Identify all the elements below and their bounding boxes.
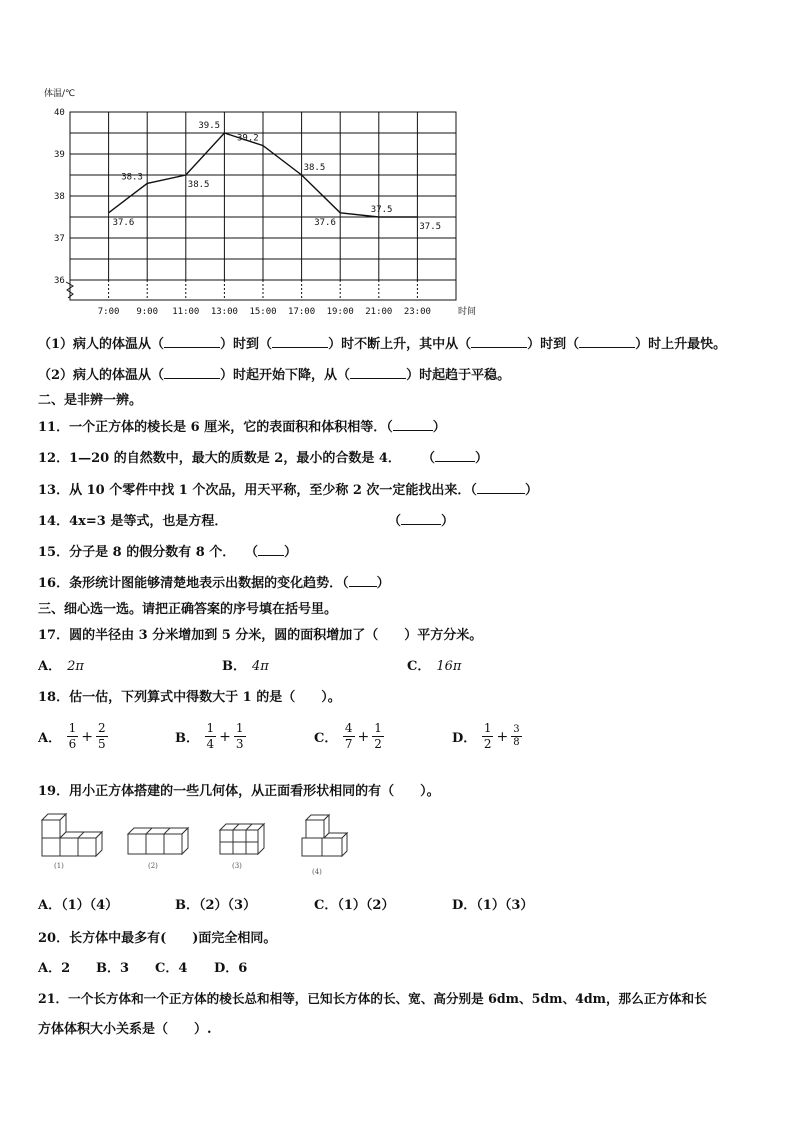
denominator: 3 xyxy=(235,737,244,751)
q18-d-label: D． xyxy=(452,731,477,746)
plus-sign: + xyxy=(219,728,231,745)
denominator: 6 xyxy=(68,737,77,751)
fig-label-3: (3) xyxy=(232,862,242,870)
q18-b-label: B． xyxy=(175,731,199,746)
q19-option-a[interactable]: A．（1）（4） xyxy=(38,898,119,913)
answer-blank[interactable] xyxy=(349,574,377,587)
fraction xyxy=(511,724,521,749)
cube-figure-3 xyxy=(218,822,268,870)
q15-text: 15．分子是 8 的假分数有 8 个． xyxy=(38,545,236,560)
data-label: 37.5 xyxy=(419,222,442,232)
q20-option-a[interactable]: A．2 xyxy=(38,961,71,976)
q17-option-c[interactable] xyxy=(407,655,461,674)
y-tick-label: 38 xyxy=(54,192,65,202)
numerator: 1 xyxy=(235,721,244,735)
answer-blank[interactable] xyxy=(579,335,635,348)
question-17: 17．圆的半径由 3 分米增加到 5 分米，圆的面积增加了（ ）平方分米。 xyxy=(38,628,483,643)
q12-text: 12．1—20 的自然数中，最大的质数是 2，最小的合数是 4． xyxy=(38,451,401,466)
x-tick-label: 15:00 xyxy=(249,307,277,317)
denominator: 2 xyxy=(483,737,492,751)
data-label: 37.5 xyxy=(370,205,393,215)
q10-part2 xyxy=(38,364,510,383)
fraction xyxy=(482,721,494,752)
q13-end: ） xyxy=(524,483,538,498)
numerator: 3 xyxy=(513,724,520,735)
data-label: 38.5 xyxy=(187,180,210,190)
x-tick-label: 23:00 xyxy=(403,307,431,317)
q18-option-b[interactable] xyxy=(175,721,247,752)
denominator: 4 xyxy=(206,737,215,751)
fraction xyxy=(67,721,79,752)
y-tick-label: 39 xyxy=(54,150,65,160)
numerator: 4 xyxy=(344,721,353,735)
question-21-line1: 21．一个长方体和一个正方体的棱长总和相等，已知长方体的长、宽、高分别是 6dm、5dm、4dm，那么正方体和长 xyxy=(38,991,707,1006)
fig-label-1: (1) xyxy=(54,862,64,870)
question-15-bracket xyxy=(245,541,297,560)
fraction xyxy=(205,721,217,752)
q10-p1-text: （1）病人的体温从（ xyxy=(38,337,165,352)
q10-p2b-text: ）时起开始下降，从（ xyxy=(220,368,351,383)
q20-option-d[interactable]: D．6 xyxy=(214,961,248,976)
chart-svg xyxy=(30,84,480,324)
section-2-heading: 二、是非辨一辨。 xyxy=(38,393,143,408)
data-label: 37.6 xyxy=(314,217,336,228)
section-3-heading: 三、细心选一选。请把正确答案的序号填在括号里。 xyxy=(38,602,338,617)
cube-drawing xyxy=(126,826,192,860)
question-11 xyxy=(38,416,446,435)
temperature-chart xyxy=(30,84,480,324)
fig-label-4: (4) xyxy=(312,868,322,876)
q18-c-label: C． xyxy=(314,731,338,746)
q17-a-value: 2π xyxy=(67,659,84,674)
data-label: 38.3 xyxy=(121,172,143,183)
y-tick-label: 37 xyxy=(54,234,65,244)
q19-option-c[interactable]: C．（1）（2） xyxy=(314,898,395,913)
q10-p2-text: （2）病人的体温从（ xyxy=(38,368,165,383)
cube-drawing xyxy=(218,822,268,860)
fraction xyxy=(96,721,108,752)
answer-blank[interactable] xyxy=(350,366,406,379)
q13-text: 13．从 10 个零件中找 1 个次品，用天平称，至少称 2 次一定能找出来．（ xyxy=(38,483,477,498)
question-13 xyxy=(38,479,538,498)
denominator: 5 xyxy=(98,737,106,751)
denominator: 8 xyxy=(513,737,520,748)
x-tick-label: 17:00 xyxy=(288,307,316,317)
q17-b-label: B． xyxy=(222,659,246,674)
question-16 xyxy=(38,572,390,591)
x-tick-label: 19:00 xyxy=(326,307,354,317)
answer-blank[interactable] xyxy=(164,366,220,379)
answer-blank[interactable] xyxy=(401,512,441,525)
q14-open: （ xyxy=(388,514,402,529)
numerator: 1 xyxy=(206,721,215,735)
q20-option-c[interactable]: C．4 xyxy=(155,961,188,976)
x-tick-label: 7:00 xyxy=(97,307,120,317)
q16-text: 16．条形统计图能够清楚地表示出数据的变化趋势．（ xyxy=(38,576,349,591)
q14-end: ） xyxy=(441,514,455,529)
q10-part1 xyxy=(38,333,726,352)
data-label: 39.2 xyxy=(237,133,259,144)
q11-end: ） xyxy=(432,420,446,435)
q14-text: 14．4x=3 是等式，也是方程． xyxy=(38,514,228,529)
q18-option-d[interactable] xyxy=(452,721,523,752)
answer-blank[interactable] xyxy=(471,335,527,348)
question-21-line2: 方体体积大小关系是（ ）. xyxy=(38,1022,212,1037)
answer-blank[interactable] xyxy=(435,449,475,462)
q16-end: ） xyxy=(376,576,390,591)
q17-b-value: 4π xyxy=(252,659,269,674)
answer-blank[interactable] xyxy=(272,335,328,348)
x-tick-label: 9:00 xyxy=(136,307,159,317)
fraction xyxy=(343,721,355,752)
y-tick-label: 40 xyxy=(54,108,65,118)
answer-blank[interactable] xyxy=(477,481,525,494)
plus-sign: + xyxy=(357,728,370,745)
cube-figure-2 xyxy=(126,826,192,870)
question-14 xyxy=(38,510,227,529)
q18-option-c[interactable] xyxy=(314,721,385,752)
plus-sign: + xyxy=(81,728,93,745)
answer-blank[interactable] xyxy=(258,543,284,556)
q17-option-a[interactable] xyxy=(38,655,84,674)
q11-text: 11．一个正方体的棱长是 6 厘米，它的表面积和体积相等．（ xyxy=(38,420,393,435)
data-label: 38.5 xyxy=(303,163,326,173)
numerator: 1 xyxy=(68,721,77,735)
y-tick-label: 36 xyxy=(54,276,65,286)
numerator: 1 xyxy=(483,721,492,735)
fraction xyxy=(372,721,384,752)
q17-c-value: 16π xyxy=(436,659,462,674)
q18-a-label: A． xyxy=(38,731,62,746)
q17-option-b[interactable] xyxy=(222,655,269,674)
q20-option-b[interactable]: B．3 xyxy=(96,961,130,976)
q18-option-a[interactable] xyxy=(38,721,109,752)
cube-figure-1 xyxy=(40,812,110,872)
cube-drawing xyxy=(300,814,352,864)
question-12 xyxy=(38,447,401,466)
q10-p1e-text: ）时上升最快。 xyxy=(635,337,727,352)
q12-end: ） xyxy=(475,451,489,466)
q19-option-d[interactable]: D．（1）（3） xyxy=(452,898,534,913)
fig-label-2: (2) xyxy=(148,862,158,870)
denominator: 2 xyxy=(374,737,382,751)
question-14-bracket xyxy=(388,510,454,529)
x-tick-label: 13:00 xyxy=(210,307,238,317)
numerator: 1 xyxy=(374,721,382,735)
question-19: 19．用小正方体搭建的一些几何体，从正面看形状相同的有（ ）。 xyxy=(38,784,440,799)
answer-blank[interactable] xyxy=(164,335,220,348)
x-tick-label: 11:00 xyxy=(172,307,200,317)
q12-open: （ xyxy=(422,451,436,466)
question-15 xyxy=(38,541,235,560)
q10-p1d-text: ）时到（ xyxy=(527,337,580,352)
q10-p1b-text: ）时到（ xyxy=(220,337,273,352)
q17-c-label: C． xyxy=(407,659,431,674)
numerator: 2 xyxy=(98,721,106,735)
x-axis-label: 时间 xyxy=(458,307,477,317)
question-20: 20．长方体中最多有( )面完全相同。 xyxy=(38,931,277,946)
plus-sign: + xyxy=(496,728,509,745)
q10-p2c-text: ）时起趋于平稳。 xyxy=(406,368,511,383)
answer-blank[interactable] xyxy=(393,418,433,431)
x-tick-label: 21:00 xyxy=(365,307,393,317)
q19-option-b[interactable]: B．（2）（3） xyxy=(175,898,257,913)
y-axis-label: 体温/℃ xyxy=(44,89,76,99)
q17-a-label: A． xyxy=(38,659,62,674)
data-label: 39.5 xyxy=(198,121,221,131)
q10-p1c-text: ）时不断上升，其中从（ xyxy=(328,337,472,352)
data-label: 37.6 xyxy=(112,217,135,228)
fraction xyxy=(234,721,246,752)
cube-figure-4 xyxy=(300,814,352,876)
question-18: 18．估一估，下列算式中得数大于 1 的是（ ）。 xyxy=(38,690,341,705)
q15-end: ） xyxy=(284,545,298,560)
denominator: 7 xyxy=(344,737,353,751)
cube-drawing xyxy=(40,812,110,868)
question-12-bracket xyxy=(422,447,488,466)
q15-open: （ xyxy=(245,545,259,560)
